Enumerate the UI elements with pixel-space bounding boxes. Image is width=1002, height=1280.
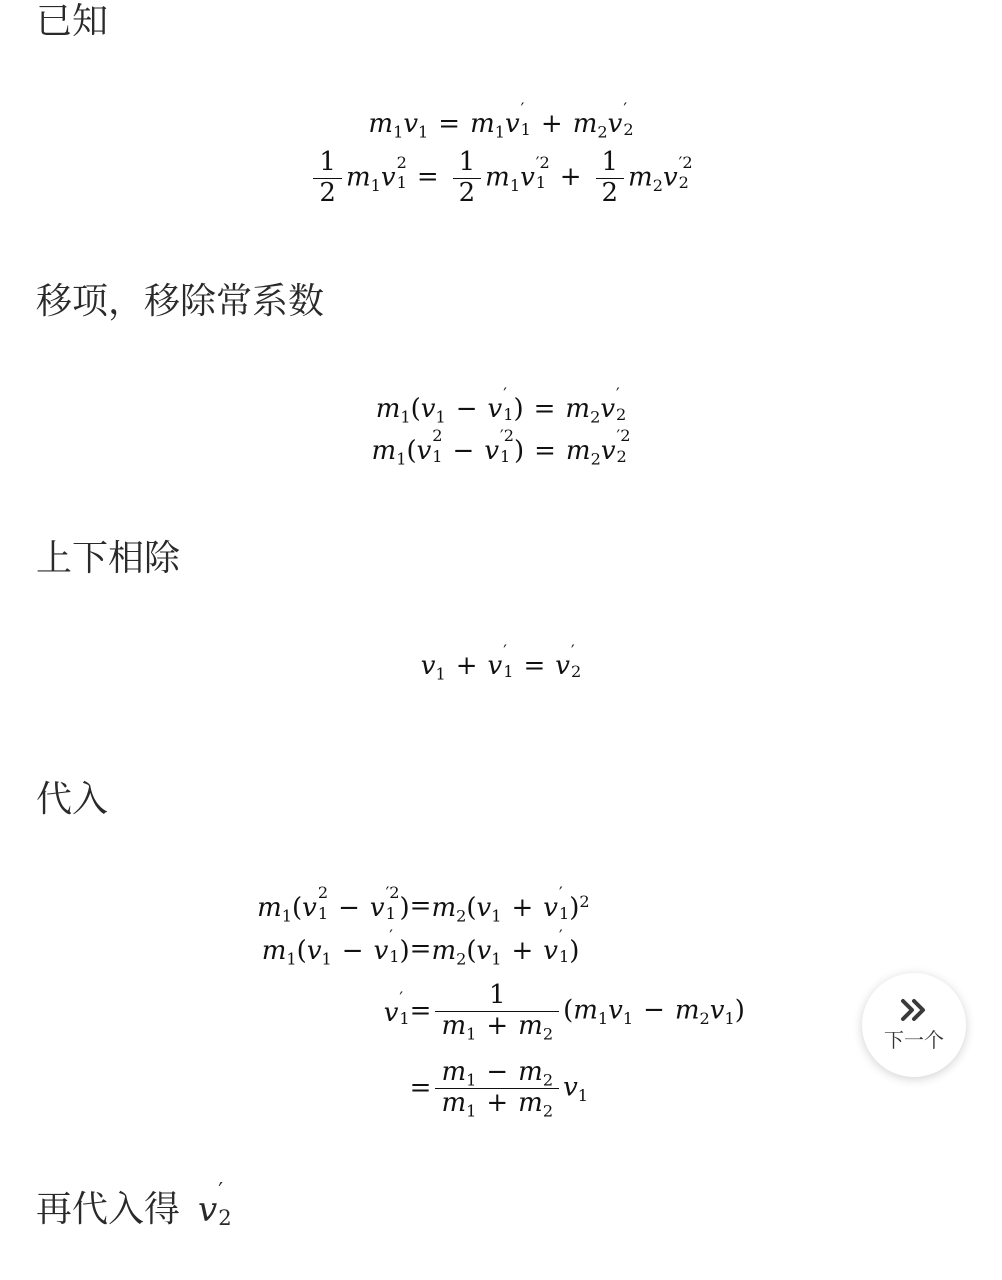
next-button-label: 下一个 (884, 1027, 944, 1052)
equation-rearranged-energy: $m_1(v$ 2 1 − v ′2 1 ) = $m_2v$ ′2 2 (371, 426, 631, 469)
heading-inline-math: v ′ 2 (198, 1177, 232, 1231)
equations-divided (0, 641, 1002, 687)
next-button[interactable] (862, 973, 966, 1077)
equation-energy: $\frac{1}{2}$ $m_1v$ 2 1 = $\frac{1}{2}$ $m_1v$ ′2 1 + $\frac{1}{2}$ $m_2v$ ′2 2 (309, 148, 692, 209)
equation-velocity-relation: $v_1 + v$ ′ 1 = v ′ 2 (420, 641, 582, 684)
heading-known: 已知 (36, 1, 109, 42)
equation-v1-prime: v ′ 1 = $\frac{1}{m_1 + m_2}$ $(m_1v_1 - m_2v_1)$ (383, 979, 745, 1044)
heading-rearrange: 移项，移除常系数 (36, 281, 325, 322)
equation-substituted-simplified: $m_1(v_1 - v$ ′ 1 ) = $m_2(v_1 + v$ ′ 1 ) (261, 926, 580, 969)
equation-v1-prime-result: = $\frac{m_1 - m_2}{m_1 + m_2}$ $v_1$ (409, 1056, 589, 1121)
heading-substitute-again-text: 再代入得 (36, 1189, 181, 1231)
equations-rearranged (0, 384, 1002, 472)
double-chevron-right-icon (899, 998, 929, 1022)
equation-rearranged-momentum: $m_1(v_1 - v$ ′ 1 ) = $m_2v$ ′ 2 (375, 384, 627, 427)
equations-substituted (0, 884, 1002, 1124)
equation-momentum: $m_1v_1 = m_1v$ ′ 1 + $m_2v$ ′ 2 (368, 99, 634, 142)
equations-given (0, 99, 1002, 209)
heading-substitute: 代入 (36, 779, 109, 820)
heading-substitute-again (36, 1177, 232, 1232)
equation-substituted-energy: $m_1(v$ 2 1 − v ′2 1 ) = $m_2(v_1 + v$ ′ 1 )$^2$ (257, 883, 590, 926)
heading-divide: 上下相除 (36, 538, 181, 579)
